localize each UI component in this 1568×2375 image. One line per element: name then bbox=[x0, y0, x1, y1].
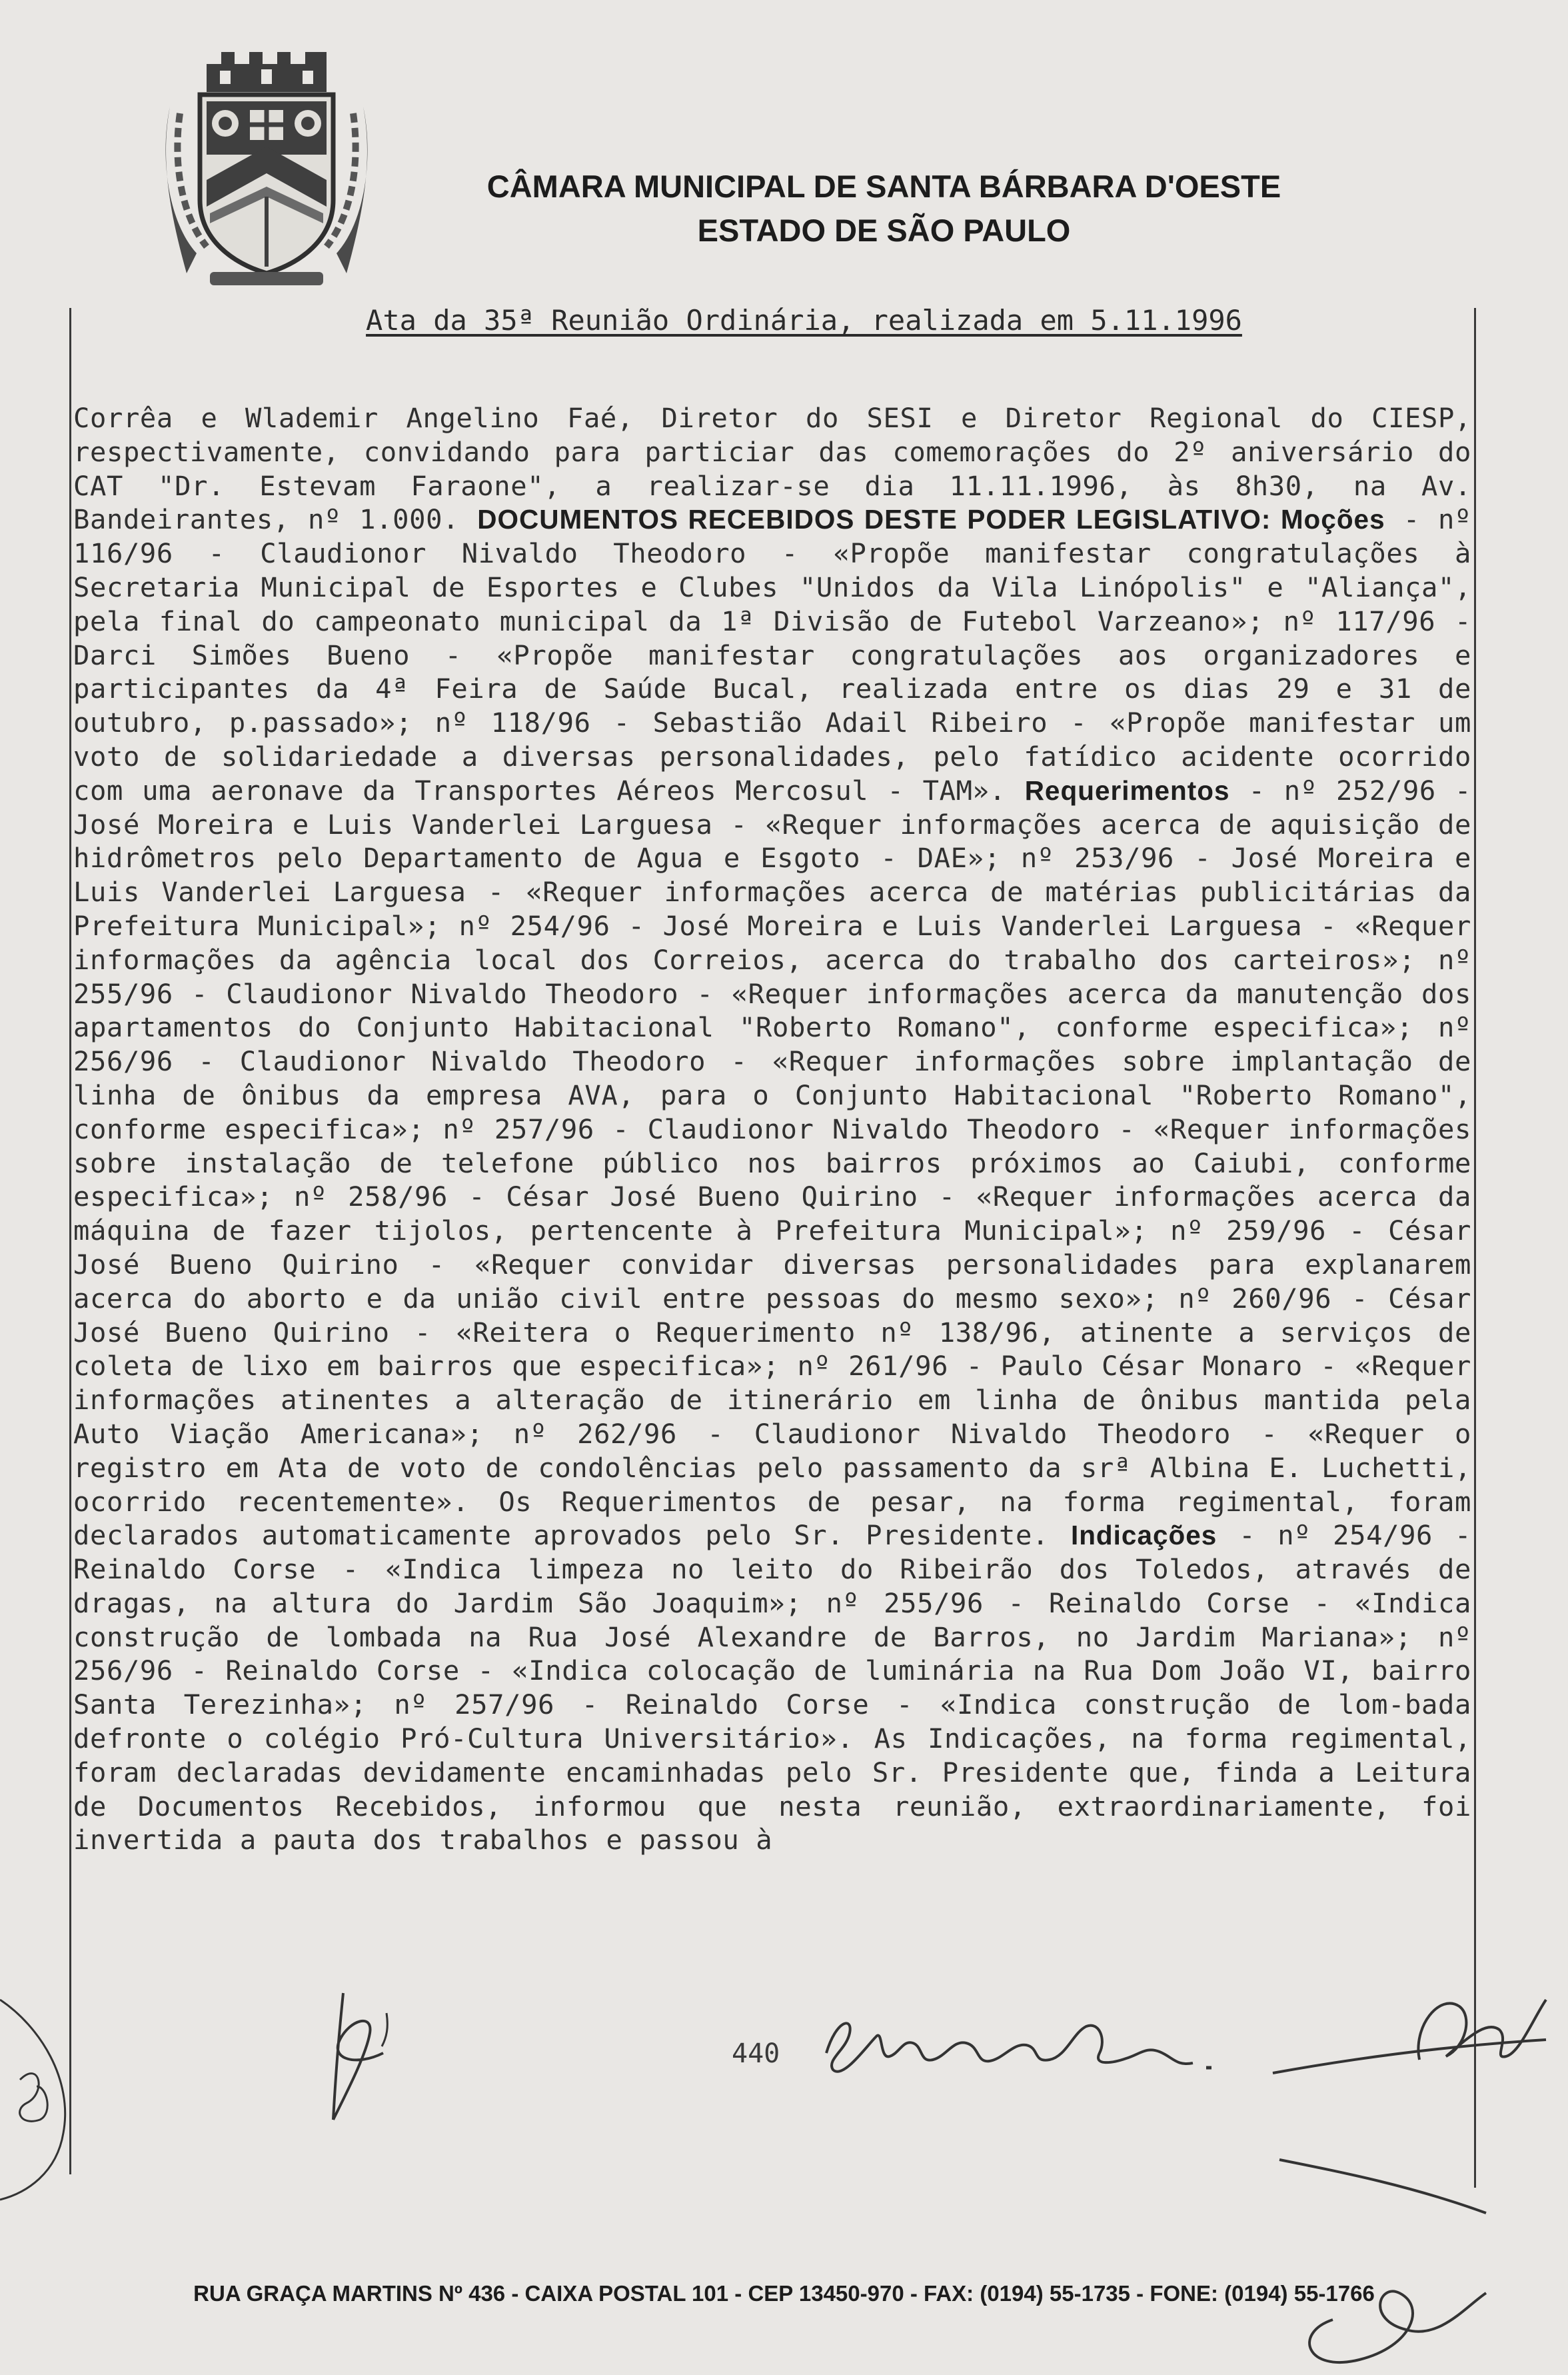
footer-address: RUA GRAÇA MARTINS Nº 436 - CAIXA POSTAL 101 - CEP 13450-970 - FAX: (0194) 55-1735 - FONE: (0194) 55-1766 bbox=[193, 2281, 1375, 2306]
text-segment: Corrêa e Wlademir Angelino Faé, Diretor do SESI e Diretor Regional do CIESP, respectivamente, convidando para particiar das comemorações do 2º aniversário do CAT "Dr. Estevam Faraone", a realizar-se dia 11.11.1996, às 8h30, na Av. Bandeirantes, nº 1.000. bbox=[73, 402, 1471, 536]
header-subtitle: ESTADO DE SÃO PAULO bbox=[697, 213, 1071, 248]
rubric-left-image bbox=[303, 1986, 410, 2133]
section-heading-requerimentos: Requerimentos bbox=[1024, 775, 1230, 806]
page-number: 440 bbox=[732, 2038, 780, 2069]
signature-image bbox=[813, 2006, 1293, 2086]
margin-rubric-image bbox=[0, 1986, 73, 2206]
text-segment: - nº 252/96 - José Moreira e Luis Vanderlei Larguesa - «Requer informações acerca de aquisição de hidrômetros pelo Departamento de Agua e Esgoto - DAE»; nº 253/96 - José Moreira e Luis Vanderlei Larguesa - «Requer informações acerca de matérias publicitárias da Prefeitura Municipal»; nº 254/96 - José Moreira e Luis Vanderlei Larguesa - «Requer informações da agência local dos Correios, acerca do trabalho dos carteiros»; nº 255/96 - Claudionor Nivaldo Theodoro - «Requer informações acerca da manutenção dos apartamentos do Conjunto Habitacional "Roberto Romano", conforme especifica»; nº 256/96 - Claudionor Nivaldo Theodoro - «Requer informações sobre implantação de linha de ônibus da empresa AVA, para o Conjunto Habitacional "Roberto Romano", conforme especifica»; nº 257/96 - Claudionor Nivaldo Theodoro - «Requer informações sobre instalação de telefone público nos bairros próximos ao Caiubi, conforme especifica»; nº 258/96 - César José Bueno Quirino - «Requer informações acerca da máquina de fazer tijolos, pertencente à Prefeitura Municipal»; nº 259/96 - César José Bueno Quirino - «Requer convidar diversas personalidades para explanarem acerca do aborto e da união civil entre pessoas do mesmo sexo»; nº 260/96 - César José Bueno Quirino - «Reitera o Requerimento nº 138/96, atinente a serviços de coleta de lixo em bairros que especifica»; nº 261/96 - Paulo César Monaro - «Requer informações atinentes a alteração de itinerário em linha de ônibus mantida pela Auto Viação Americana»; nº 262/96 - Claudionor Nivaldo Theodoro - «Requer o registro em Ata de voto de condolências pelo passamento da srª Albina E. Luchetti, ocorrido recentemente». Os Requerimentos de pesar, na forma regimental, foram declarados automaticamente aprovados pelo Sr. Presidente. bbox=[73, 774, 1471, 1552]
rubric-right-image bbox=[1266, 1946, 1559, 2373]
page-frame-left bbox=[69, 308, 71, 2174]
section-heading-moções: DOCUMENTOS RECEBIDOS DESTE PODER LEGISLATIVO: Moções bbox=[477, 504, 1385, 535]
text-segment: - nº 116/96 - Claudionor Nivaldo Theodoro - «Propõe manifestar congratulações à Secretaria Municipal de Esportes e Clubes "Unidos da Vila Linópolis" e "Aliança", pela final do campeonato municipal da 1ª Divisão de Futebol Varzeano»; nº 117/96 - Darci Simões Bueno - «Propõe manifestar congratulações aos organizadores e participantes da 4ª Feira de Saúde Bucal, realizada entre os dias 29 e 31 de outubro, p.passado»; nº 118/96 - Sebastião Adail Ribeiro - «Propõe manifestar um voto de solidariedade a diversas personalidades, pelo fatídico acidente ocorrido com uma aeronave da Transportes Aéreos Mercosul - TAM». bbox=[73, 503, 1471, 807]
minutes-title: Ata da 35ª Reunião Ordinária, realizada em 5.11.1996 bbox=[366, 304, 1242, 337]
text-segment: - nº 254/96 - Reinaldo Corse - «Indica limpeza no leito do Ribeirão dos Toledos, através de dragas, na altura do Jardim São Joaquim»; nº 255/96 - Reinaldo Corse - «Indica construção de lombada na Rua José Alexandre de Barros, no Jardim Mariana»; nº 256/96 - Reinaldo Corse - «Indica colocação de luminária na Rua Dom João VI, bairro Santa Terezinha»; nº 257/96 - Reinaldo Corse - «Indica construção de lom-bada defronte o colégio Pró-Cultura Universitário». As Indicações, na forma regimental, foram declaradas devidamente encaminhadas pelo Sr. Presidente que, finda a Leitura de Documentos Recebidos, informou que nesta reunião, extraordinariamente, foi invertida a pauta dos trabalhos e passou à bbox=[73, 1519, 1471, 1856]
page-frame-right bbox=[1474, 308, 1476, 2188]
minutes-body bbox=[73, 401, 1471, 1857]
section-heading-indicações: Indicações bbox=[1070, 1520, 1217, 1551]
header-title: CÂMARA MUNICIPAL DE SANTA BÁRBARA D'OESTE bbox=[486, 169, 1281, 204]
